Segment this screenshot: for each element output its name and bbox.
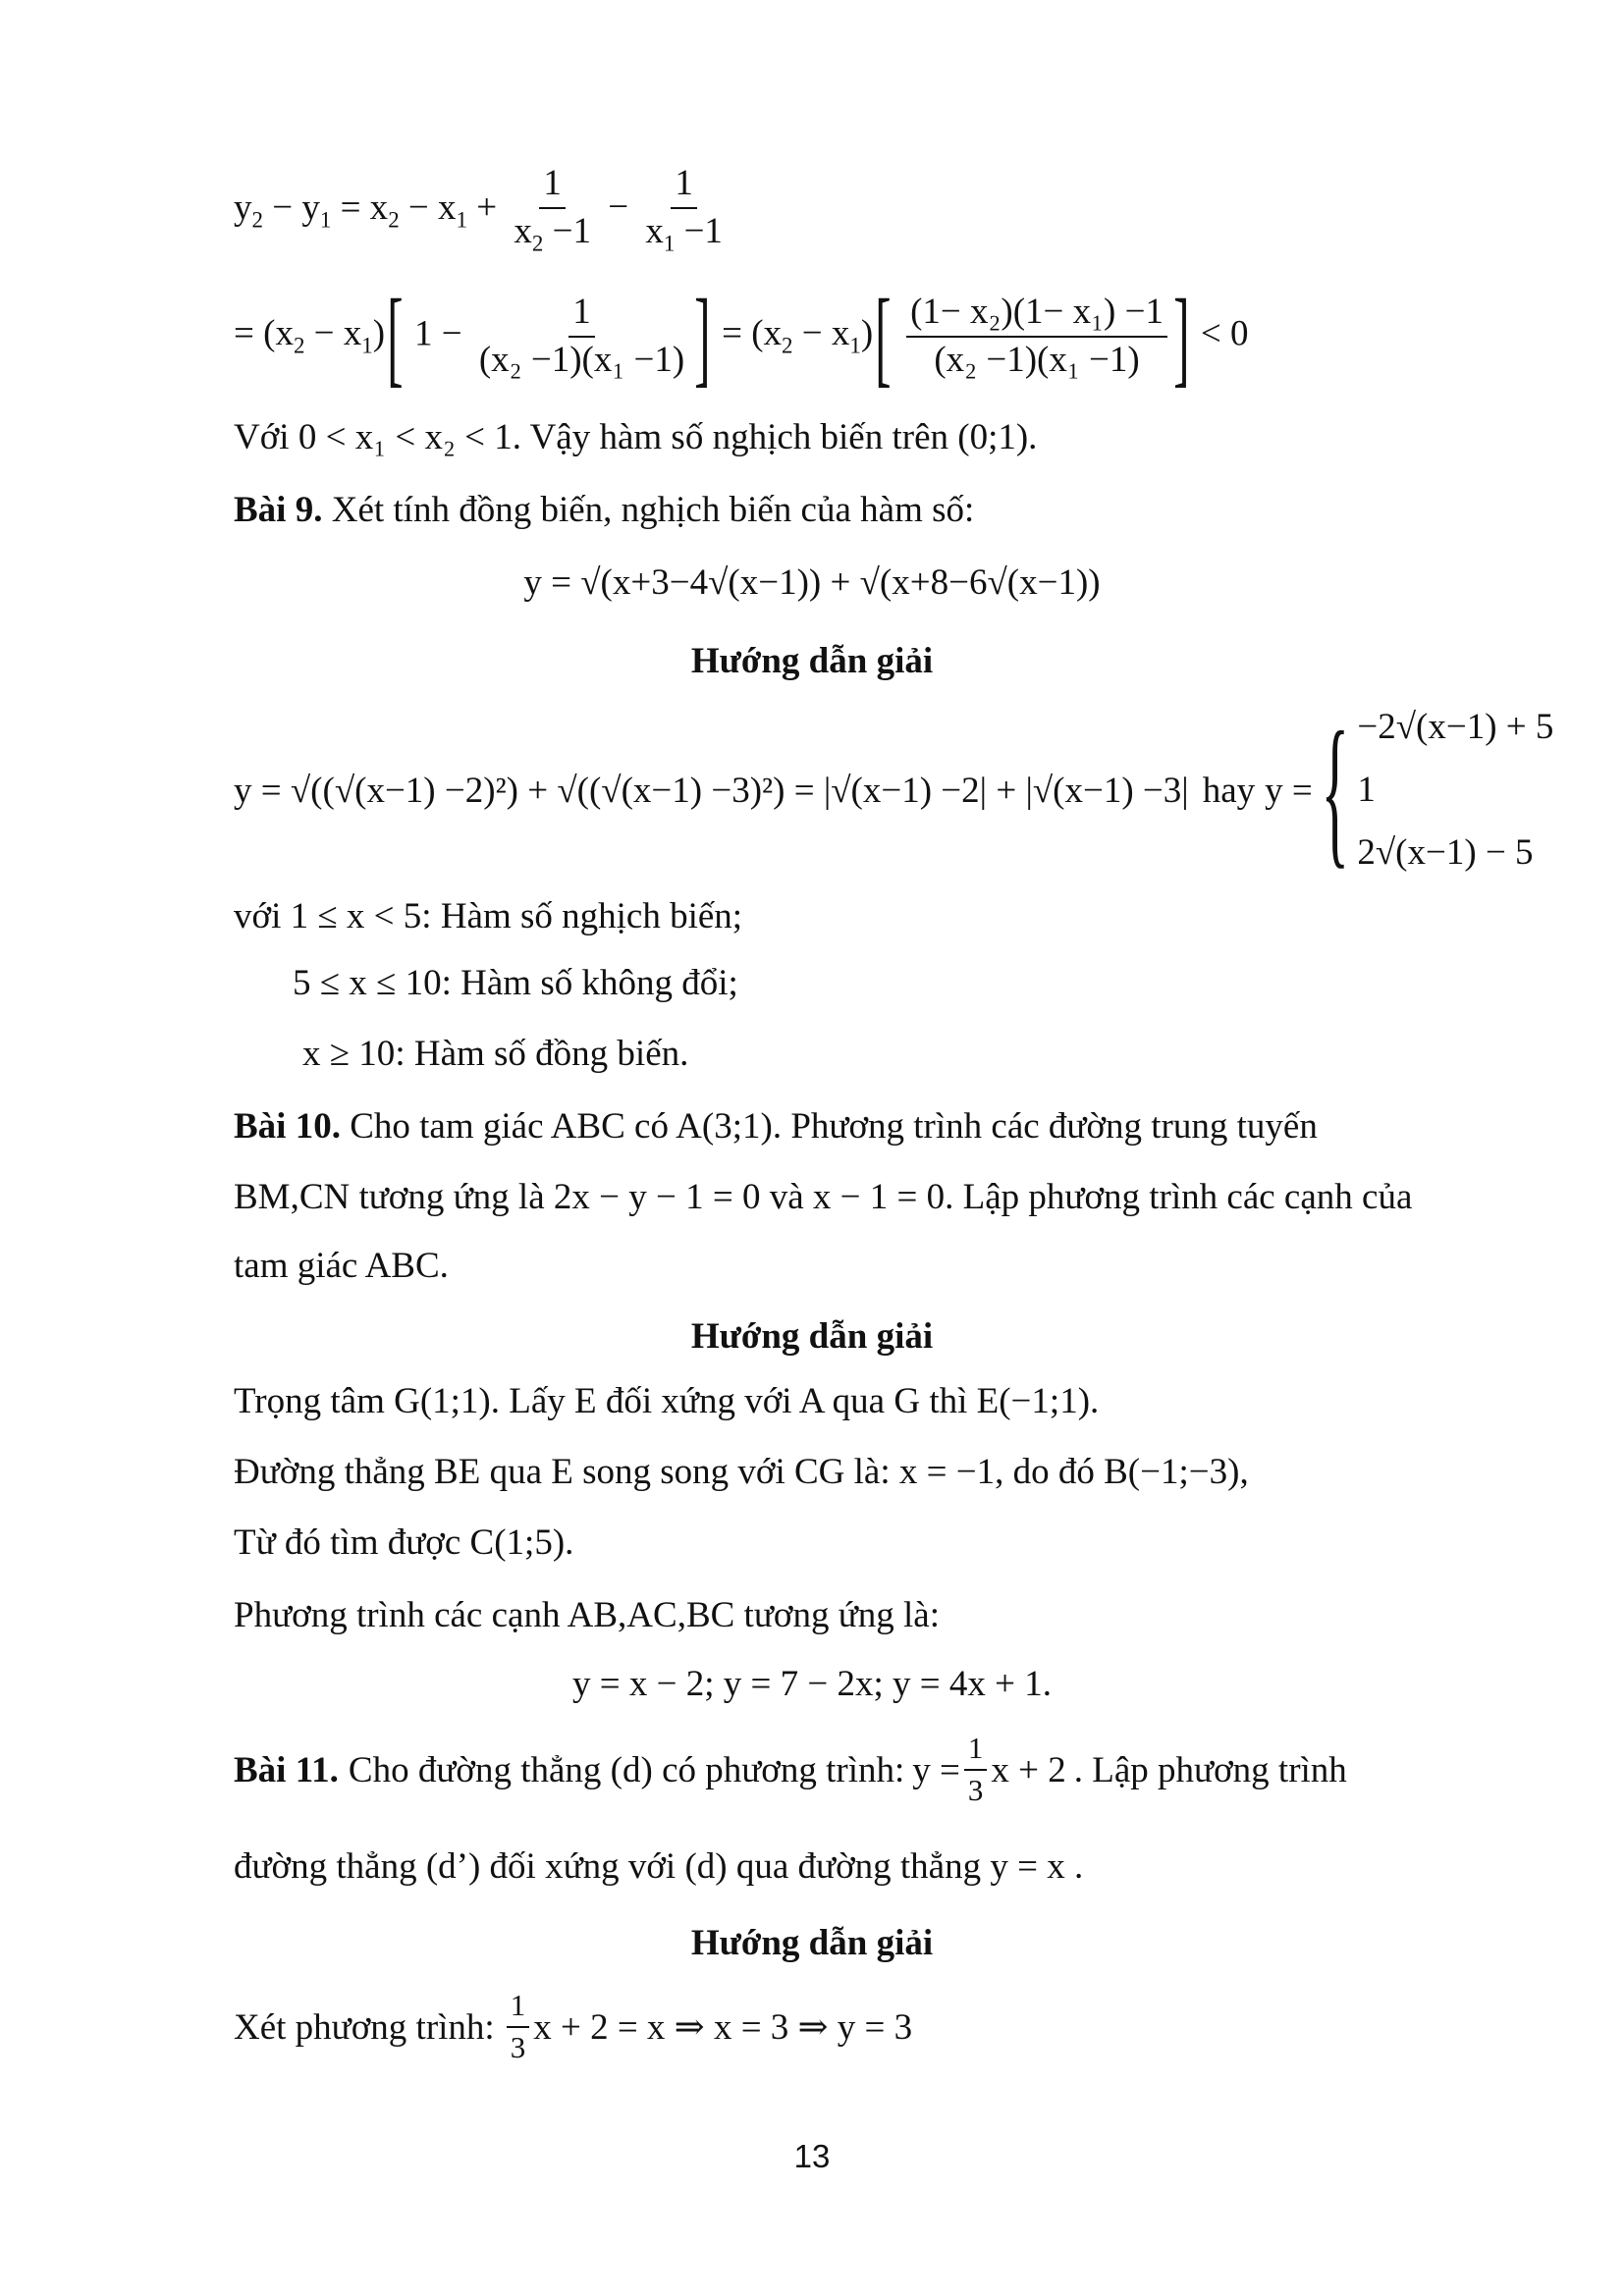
- eq2-frac2-num: (1− x₂)(1− x₁) −1: [906, 294, 1167, 338]
- right-bracket-1: ]: [694, 277, 711, 397]
- left-brace: {: [1321, 698, 1349, 882]
- bai11-frac-num: 1: [964, 1733, 988, 1771]
- bai10-label: Bài 10.: [234, 1106, 341, 1147]
- bai10-sol-l4: Phương trình các cạnh AB,AC,BC tương ứng là:: [234, 1595, 940, 1635]
- bai9-text: Xét tính đồng biến, nghịch biến của hàm số:: [331, 490, 975, 530]
- page-number-text: 13: [793, 2138, 831, 2174]
- solution-heading-text: Hướng dẫn giải: [690, 1923, 934, 1963]
- solution-heading-text: Hướng dẫn giải: [690, 641, 934, 681]
- bai10-line-1: [234, 1105, 1318, 1148]
- bai10-line1: Cho tam giác ABC có A(3;1). Phương trình các đường trung tuyến: [350, 1106, 1318, 1147]
- bai9-equation-text: y = √(x+3−4√(x−1)) + √(x+8−6√(x−1)): [523, 562, 1101, 603]
- solution-heading-text: Hướng dẫn giải: [690, 1316, 934, 1357]
- l3-math: x ≥ 10: [302, 1034, 396, 1074]
- eq1-frac1-den: $x_2 -1$: [514, 210, 591, 256]
- bai10-sol-l2: Đường thẳng BE qua E song song với CG là: x = −1, do đó B(−1;−3),: [234, 1452, 1249, 1492]
- bai11-eq-y: y =: [912, 1749, 960, 1790]
- bai10-sol-5: [0, 1663, 1624, 1705]
- bai9-solution-expression: y = √((√(x−1) −2)²) + √((√(x−1) −3)²) = |√(x−1) −2| + |√(x−1) −3| hay y = { −2√(x−1) + 5 1 2√(x−1) − 5: [234, 698, 1554, 882]
- bai10-sol-4: [234, 1594, 940, 1636]
- bai11-sol-fraction: [507, 1990, 530, 2063]
- eq1-lhs: $y_2 - y_1 = x_2 - x_1$ +: [234, 187, 498, 233]
- eq2-frac1-num: 1: [568, 294, 595, 338]
- bai10-line-2: [234, 1176, 1412, 1218]
- eq2-tail: < 0: [1200, 313, 1249, 354]
- eq1-fraction-2: [641, 165, 727, 255]
- equation-factored: = $(x_2 - x_1)$[ 1 − $\frac{1}{\text{(x₂ −1)(x₁ −1)}}$ ] = $(x_2 - x_1)$[ $\frac{\text{(1− x₂)(1− x₁) −1}}{\text{(x₂ −1)(x₁ −1)}}$ ] < 0: [234, 277, 1249, 397]
- bai9-sol-line-2: [293, 962, 738, 1004]
- eq2-one: 1: [413, 313, 433, 354]
- left-bracket-1: [: [387, 277, 404, 397]
- equation-y2-minus-y1: $y_2 - y_1 = x_2 - x_1$ + $\frac{1}{x_2 -1}$ − $\frac{1}{x_1 -1}$: [234, 165, 731, 255]
- bai10-sol-l3: Từ đó tìm được C(1;5).: [234, 1522, 574, 1563]
- eq2-frac1-den: (x₂ −1)(x₁ −1): [478, 340, 685, 380]
- bai10-line3: tam giác ABC.: [234, 1246, 449, 1286]
- bai10-sol-2: [234, 1451, 1249, 1493]
- bai10-sol-l5: y = x − 2; y = 7 − 2x; y = 4x + 1.: [571, 1664, 1052, 1704]
- bai10-line2: BM,CN tương ứng là 2x − y − 1 = 0 và x − 1 = 0. Lập phương trình các cạnh của: [234, 1177, 1413, 1217]
- l2-math: 5 ≤ x ≤ 10: [293, 963, 442, 1003]
- bai9-equation: [0, 561, 1624, 604]
- bai11-sol-frac-num: 1: [507, 1990, 530, 2028]
- eq1-frac2-den: $x_1 -1$: [645, 210, 723, 256]
- eq2-frac2-den: (x₂ −1)(x₁ −1): [934, 340, 1140, 380]
- bai11-line2: đường thẳng (d’) đối xứng với (d) qua đường thẳng y = x .: [234, 1846, 1084, 1887]
- bai11-frac-den: 3: [967, 1773, 984, 1807]
- eq1-fraction-1: [510, 165, 595, 255]
- l1-prefix: với: [234, 896, 282, 936]
- case-2: 1: [1357, 770, 1376, 810]
- bai11-sol-prefix: Xét phương trình:: [234, 2006, 495, 2048]
- voi-math: 0 < x₁ < x₂ < 1.: [298, 417, 521, 457]
- bai11-line-2: [234, 1845, 1083, 1888]
- l1-math: 1 ≤ x < 5: [290, 896, 422, 936]
- eq2-fraction-1: [475, 294, 688, 380]
- bai10-sol-1: [234, 1380, 1099, 1422]
- bai9-sol-hay: hay: [1202, 770, 1256, 811]
- bai9-heading-line: [234, 489, 974, 531]
- bai11-sol-rest: x + 2 = x ⇒ x = 3 ⇒ y = 3: [533, 2007, 913, 2048]
- bai9-label: Bài 9.: [234, 490, 323, 530]
- bai11-sol-frac-den: 3: [510, 2030, 526, 2064]
- bai11-text-a: Cho đường thẳng (d) có phương trình:: [348, 1749, 905, 1790]
- right-bracket-2: ]: [1173, 277, 1190, 397]
- bai10-sol-3: [234, 1522, 573, 1564]
- bai10-sol-l1: Trọng tâm G(1;1). Lấy E đối xứng với A qua G thì E(−1;1).: [234, 1381, 1100, 1421]
- l3-text: : Hàm số đồng biến.: [395, 1034, 689, 1074]
- voi-text: Vậy hàm số nghịch biến trên: [529, 417, 948, 457]
- bai9-sol-line-1: [234, 895, 742, 937]
- bai9-sol-line-3: [302, 1033, 688, 1075]
- bai11-fraction: [964, 1733, 988, 1806]
- eq2-fraction-2: [906, 294, 1167, 380]
- bai10-line-3: [234, 1245, 449, 1287]
- voi-word: Với: [234, 417, 290, 457]
- bai11-sol-line: [234, 1978, 912, 2076]
- l1-text: : Hàm số nghịch biến;: [421, 896, 743, 936]
- line-voi: [234, 416, 1037, 458]
- piecewise-cases: [1357, 696, 1553, 884]
- solution-heading-1: [0, 640, 1624, 682]
- case-1: −2√(x−1) + 5: [1357, 707, 1554, 747]
- bai9-sol-expr: y = √((√(x−1) −2)²) + √((√(x−1) −3)²) = |√(x−1) −2| + |√(x−1) −3|: [234, 770, 1189, 811]
- eq1-frac2-num: 1: [671, 165, 697, 209]
- left-bracket-2: [: [875, 277, 892, 397]
- case-3: 2√(x−1) − 5: [1357, 832, 1534, 873]
- eq1-frac1-num: 1: [539, 165, 566, 209]
- bai11-eq-rest: x + 2: [991, 1749, 1066, 1790]
- voi-interval: (0;1).: [957, 417, 1038, 457]
- bai11-line-1: [234, 1726, 1347, 1814]
- page-number: [0, 2138, 1624, 2175]
- solution-heading-2: [0, 1315, 1624, 1358]
- l2-text: : Hàm số không đổi;: [441, 963, 738, 1003]
- solution-heading-3: [0, 1922, 1624, 1964]
- bai11-label: Bài 11.: [234, 1749, 339, 1790]
- bai11-text-b: . Lập phương trình: [1073, 1749, 1347, 1790]
